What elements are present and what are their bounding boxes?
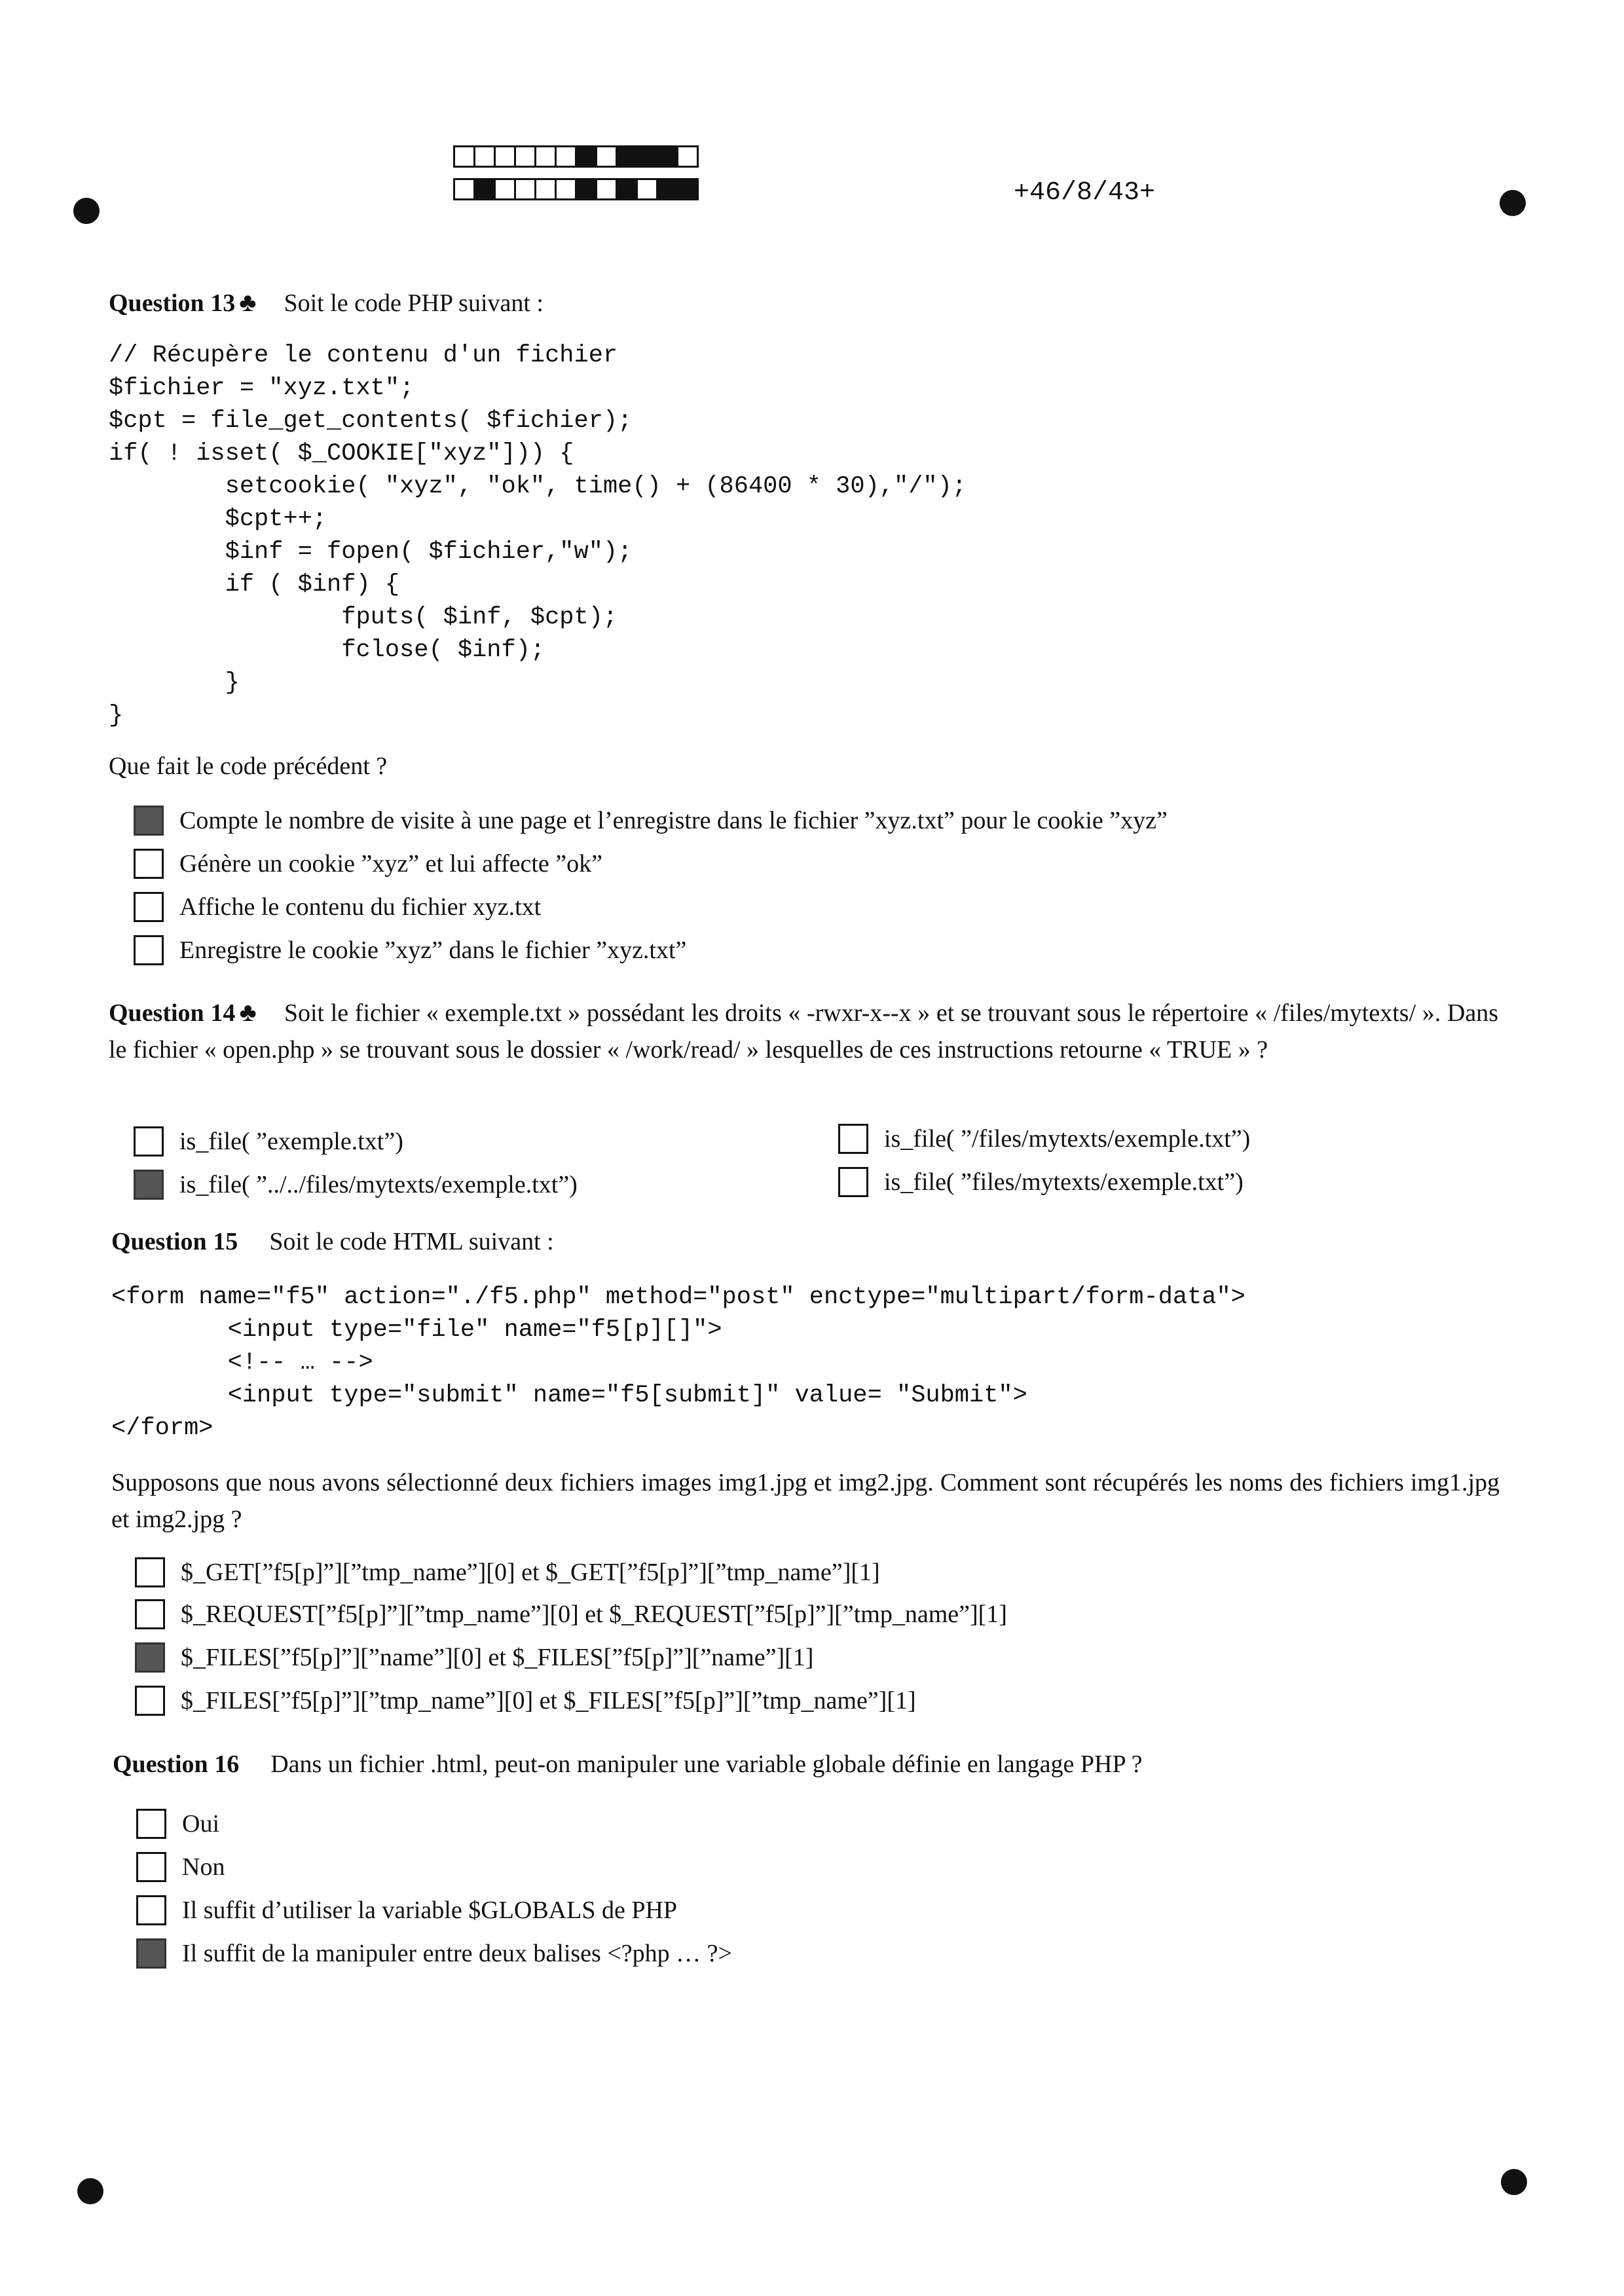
- q14-option-4[interactable]: [838, 1167, 1244, 1197]
- registration-mark-bottom-right: [1501, 2169, 1527, 2195]
- option-label: Il suffit d’utiliser la variable $GLOBALS de PHP: [182, 1897, 678, 1924]
- question-13-prompt: Que fait le code précédent ?: [109, 752, 388, 780]
- option-label: is_file( ”files/mytexts/exemple.txt”): [884, 1168, 1244, 1196]
- question-14-header: [109, 994, 1498, 1068]
- q16-option-2[interactable]: [136, 1852, 225, 1882]
- option-label: is_file( ”../../files/mytexts/exemple.txt”): [179, 1171, 578, 1198]
- page-id: +46/8/43+: [1014, 178, 1156, 208]
- option-label: $_REQUEST[”f5[p]”][”tmp_name”][0] et $_REQUEST[”f5[p]”][”tmp_name”][1]: [181, 1601, 1007, 1628]
- barcode-cell: [514, 178, 536, 200]
- question-13-header: [109, 287, 544, 318]
- question-text: Soit le fichier « exemple.txt » possédant les droits « -rwxr-x--x » et se trouvant sous le répertoire « /files/mytexts/ ». Dans le fichier « open.php » se trouvant sous le dossier « /work/read/ » lesquelles de ces instructions retourne « TRUE » ?: [109, 999, 1499, 1064]
- barcode-cell: [494, 145, 516, 168]
- barcode-cell: [473, 178, 496, 200]
- barcode-cell: [555, 145, 577, 168]
- barcode-cell: [575, 178, 597, 200]
- club-icon: ♣: [239, 287, 257, 317]
- option-label: Compte le nombre de visite à une page et l’enregistre dans le fichier ”xyz.txt” pour le cookie ”xyz”: [179, 807, 1168, 834]
- barcode-row-1: [453, 145, 697, 168]
- barcode-cell: [494, 178, 516, 200]
- q16-option-3[interactable]: [136, 1895, 677, 1925]
- barcode-cell: [514, 145, 536, 168]
- checkbox[interactable]: [134, 1126, 164, 1157]
- checkbox[interactable]: [134, 892, 164, 922]
- checkbox[interactable]: [136, 1938, 166, 1969]
- checkbox[interactable]: [838, 1124, 868, 1154]
- option-label: Génère un cookie ”xyz” et lui affecte ”ok”: [179, 850, 602, 878]
- registration-mark-top-left: [73, 198, 100, 224]
- barcode-cell: [616, 178, 638, 200]
- option-label: Il suffit de la manipuler entre deux balises <?php … ?>: [182, 1940, 732, 1967]
- registration-mark-top-right: [1500, 190, 1526, 216]
- barcode-cell: [676, 145, 699, 168]
- checkbox[interactable]: [135, 1557, 165, 1587]
- checkbox[interactable]: [135, 1599, 165, 1629]
- checkbox[interactable]: [134, 805, 164, 836]
- question-text: Dans un fichier .html, peut-on manipuler une variable globale définie en langage PHP ?: [270, 1750, 1143, 1778]
- barcode-cell: [555, 178, 577, 200]
- checkbox[interactable]: [135, 1642, 165, 1673]
- checkbox[interactable]: [134, 1170, 164, 1200]
- barcode-cell: [534, 178, 557, 200]
- question-number: Question 16: [113, 1750, 240, 1778]
- q13-option-3[interactable]: [134, 892, 541, 922]
- barcode-cell: [616, 145, 638, 168]
- q13-option-1[interactable]: [134, 805, 1168, 836]
- q16-option-1[interactable]: [136, 1809, 219, 1839]
- barcode-row-2: [453, 178, 697, 200]
- option-label: Affiche le contenu du fichier xyz.txt: [179, 893, 542, 921]
- question-15-prompt: Supposons que nous avons sélectionné deux fichiers images img1.jpg et img2.jpg. Comment sont récupérés les noms des fichiers img1.jpg et img2.jpg ?: [111, 1469, 1500, 1533]
- q13-option-4[interactable]: [134, 935, 686, 965]
- html-code-block: <form name="f5" action="./f5.php" method="post" enctype="multipart/form-data"> <input type="file" name="f5[p][]"> <!-- … --> <input type="submit" name="f5[submit]" value= "Submit"> </form>: [111, 1284, 1246, 1442]
- registration-mark-bottom-left: [77, 2178, 103, 2204]
- barcode-cell: [595, 145, 618, 168]
- club-icon: ♣: [239, 997, 257, 1027]
- q14-option-2[interactable]: [134, 1170, 578, 1200]
- q15-option-2[interactable]: [135, 1599, 1007, 1629]
- question-number: Question 14: [109, 999, 236, 1027]
- question-15-header: [111, 1227, 554, 1256]
- question-number: Question 15: [111, 1228, 238, 1255]
- q14-option-3[interactable]: [838, 1124, 1250, 1154]
- checkbox[interactable]: [136, 1852, 166, 1882]
- question-number: Question 13: [109, 289, 236, 317]
- barcode-cell: [656, 145, 678, 168]
- checkbox[interactable]: [135, 1686, 165, 1716]
- option-label: Non: [182, 1853, 225, 1881]
- q15-option-4[interactable]: [135, 1686, 916, 1716]
- option-label: is_file( ”exemple.txt”): [179, 1128, 403, 1155]
- checkbox[interactable]: [134, 849, 164, 879]
- barcode-cell: [656, 178, 678, 200]
- option-label: is_file( ”/files/mytexts/exemple.txt”): [884, 1125, 1251, 1153]
- barcode-cell: [473, 145, 496, 168]
- barcode-cell: [676, 178, 699, 200]
- question-text: Soit le code PHP suivant :: [284, 289, 544, 317]
- q14-option-1[interactable]: [134, 1126, 403, 1157]
- php-code-block: // Récupère le contenu d'un fichier $fichier = "xyz.txt"; $cpt = file_get_contents( $fichier); if( ! isset( $_COOKIE["xyz"])) { setcookie( "xyz", "ok", time() + (86400 * 30),"/"); $cpt++; $inf = fopen( $fichier,"w"); if ( $inf) { fputs( $inf, $cpt); fclose( $inf); } }: [109, 342, 967, 730]
- barcode-cell: [575, 145, 597, 168]
- option-label: $_FILES[”f5[p]”][”tmp_name”][0] et $_FILES[”f5[p]”][”tmp_name”][1]: [181, 1687, 916, 1714]
- checkbox[interactable]: [136, 1895, 166, 1925]
- question-text: Soit le code HTML suivant :: [269, 1228, 554, 1255]
- option-label: Enregistre le cookie ”xyz” dans le fichier ”xyz.txt”: [179, 936, 687, 964]
- question-16-header: [113, 1750, 1143, 1779]
- option-label: $_FILES[”f5[p]”][”name”][0] et $_FILES[”f5[p]”][”name”][1]: [181, 1644, 814, 1671]
- barcode-cell: [453, 145, 475, 168]
- barcode-cell: [595, 178, 618, 200]
- barcode-cell: [534, 145, 557, 168]
- option-label: $_GET[”f5[p]”][”tmp_name”][0] et $_GET[”f5[p]”][”tmp_name”][1]: [181, 1559, 880, 1586]
- option-label: Oui: [182, 1810, 219, 1838]
- checkbox[interactable]: [134, 935, 164, 965]
- barcode-cell: [636, 178, 658, 200]
- checkbox[interactable]: [838, 1167, 868, 1197]
- checkbox[interactable]: [136, 1809, 166, 1839]
- barcode-cell: [636, 145, 658, 168]
- q13-option-2[interactable]: [134, 849, 602, 879]
- barcode-cell: [453, 178, 475, 200]
- q16-option-4[interactable]: [136, 1938, 732, 1969]
- q15-option-3[interactable]: [135, 1642, 813, 1673]
- q15-option-1[interactable]: [135, 1557, 880, 1587]
